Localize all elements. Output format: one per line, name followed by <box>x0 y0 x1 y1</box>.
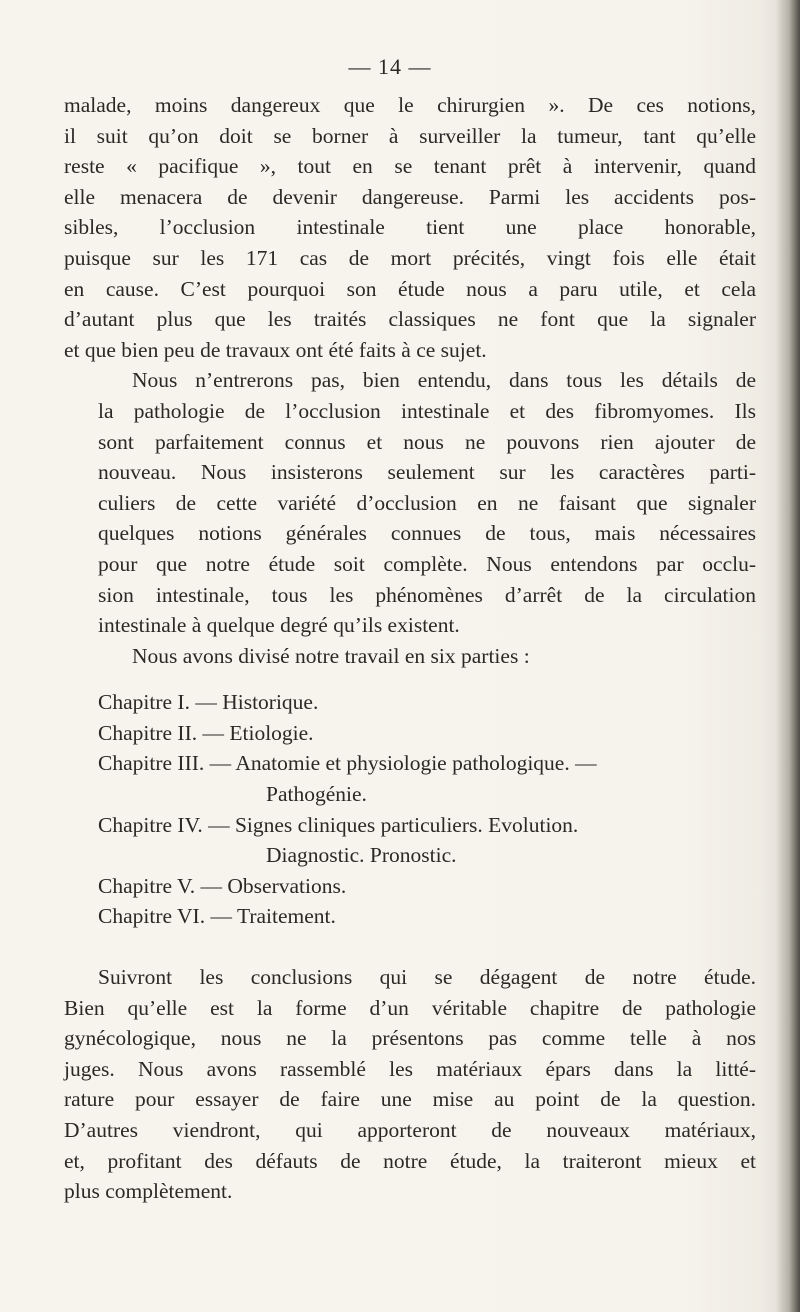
chapter-label: Chapitre III. <box>98 751 205 776</box>
text-line: Nous avons divisé notre travail en six parties : <box>132 643 530 668</box>
text-line: gynécologique, nous ne la présentons pas comme telle à nos <box>64 1026 756 1051</box>
text-line: puisque sur les 171 cas de mort précités, vingt fois elle était <box>64 245 756 270</box>
chapter-title: — Signes cliniques particuliers. Evolution. <box>208 812 579 837</box>
text-line: d’autant plus que les traités classiques ne font que la signaler <box>64 307 756 332</box>
page-body <box>64 90 756 1207</box>
chapter-label: Chapitre V. <box>98 873 196 898</box>
chapter-item <box>98 810 756 871</box>
chapter-title: — Anatomie et physiologie pathologique. — <box>209 751 597 776</box>
paragraph-2 <box>64 365 756 640</box>
chapter-label: Chapitre VI. <box>98 904 206 929</box>
paragraph-4 <box>64 962 756 1207</box>
text-line: D’autres viendront, qui apporteront de nouveaux matériaux, <box>64 1118 756 1142</box>
text-line: malade, moins dangereux que le chirurgien ». De ces notions, <box>64 93 756 117</box>
chapter-title-continuation: Pathogénie. <box>266 782 367 807</box>
chapter-item <box>98 718 756 749</box>
text-line: et, profitant des défauts de notre étude, la traiteront mieux et <box>64 1148 756 1173</box>
chapter-title: — Observations. <box>200 873 347 898</box>
chapter-list <box>64 687 756 932</box>
text-line: nouveau. Nous insisterons seulement sur les caractères parti- <box>98 460 756 485</box>
paragraph-3 <box>64 641 756 672</box>
text-line: sibles, l’occlusion intestinale tient une place honorable, <box>64 215 756 240</box>
text-line: culiers de cette variété d’occlusion en ne faisant que signaler <box>98 490 756 515</box>
chapter-title: — Historique. <box>195 690 319 715</box>
chapter-title-continuation: Diagnostic. Pronostic. <box>266 843 457 868</box>
chapter-label: Chapitre IV. <box>98 812 203 837</box>
text-line: sion intestinale, tous les phénomènes d’arrêt de la circulation <box>98 582 756 607</box>
text-line: reste « pacifique », tout en se tenant prêt à intervenir, quand <box>64 154 756 179</box>
text-line: Nous n’entrerons pas, bien entendu, dans tous les détails de <box>132 368 756 393</box>
text-line: il suit qu’on doit se borner à surveiller la tumeur, tant qu’elle <box>64 123 756 148</box>
text-line: sont parfaitement connus et nous ne pouvons rien ajouter de <box>98 429 756 454</box>
text-line: rature pour essayer de faire une mise au point de la question. <box>64 1087 756 1112</box>
text-line: Suivront les conclusions qui se dégagent de notre étude. <box>98 965 756 990</box>
chapter-title: — Etiologie. <box>202 720 314 745</box>
paragraph-1 <box>64 90 756 365</box>
text-line: Bien qu’elle est la forme d’un véritable chapitre de pathologie <box>64 995 756 1020</box>
text-line: intestinale à quelque degré qu’ils existent. <box>98 613 460 638</box>
chapter-item <box>98 687 756 718</box>
text-line: pour que notre étude soit complète. Nous entendons par occlu- <box>98 551 756 576</box>
text-line: plus complètement. <box>64 1179 233 1204</box>
page-edge-shadow <box>776 0 800 1312</box>
text-line: en cause. C’est pourquoi son étude nous a paru utile, et cela <box>64 276 756 301</box>
chapter-label: Chapitre I. <box>98 690 190 715</box>
page-number: — 14 — <box>348 54 432 79</box>
chapter-item <box>98 871 756 902</box>
chapter-label: Chapitre II. <box>98 720 198 745</box>
text-line: juges. Nous avons rassemblé les matériaux épars dans la litté- <box>64 1056 756 1081</box>
text-line: quelques notions générales connues de tous, mais nécessaires <box>98 521 756 546</box>
text-line: la pathologie de l’occlusion intestinale et des fibromyomes. Ils <box>98 398 756 423</box>
chapter-item <box>98 748 756 809</box>
text-line: elle menacera de devenir dangereuse. Parmi les accidents pos- <box>64 184 756 209</box>
chapter-item <box>98 901 756 932</box>
text-line: et que bien peu de travaux ont été faits à ce sujet. <box>64 337 487 362</box>
chapter-title: — Traitement. <box>210 904 336 929</box>
